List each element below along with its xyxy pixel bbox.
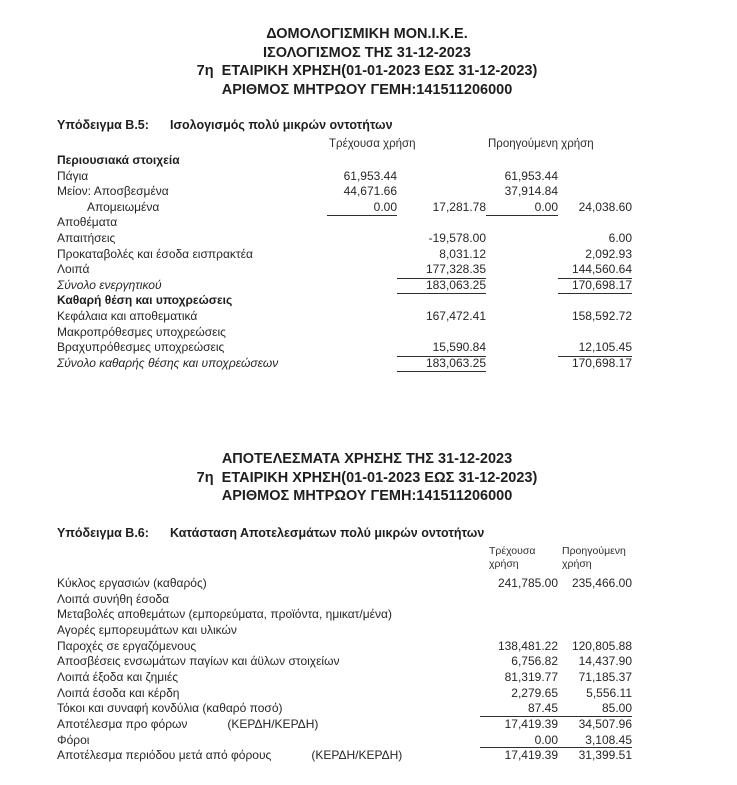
row-value-prev-outer: 170,698.17: [571, 355, 632, 370]
balance-sheet-row: [57, 153, 632, 169]
row-value-current: 241,785.00: [497, 575, 558, 590]
row-label: Καθαρή θέση και υποχρεώσεις: [57, 293, 233, 308]
row-value-previous: 120,805.88: [571, 638, 632, 653]
row-value-cur-outer: 8,031.12: [439, 246, 486, 261]
row-label: Σύνολο καθαρής θέσης και υποχρεώσεων: [57, 355, 279, 370]
row-label: Λοιπά έσοδα και κέρδη: [57, 685, 180, 700]
row-value-cur-inner: [327, 247, 397, 263]
income-statement-row: [57, 576, 632, 592]
row-value-prev-inner: [486, 153, 558, 169]
income-column-headers: [57, 545, 632, 571]
row-value-prev-inner: [486, 231, 558, 247]
row-value-cur-inner: [327, 262, 397, 278]
row-value-cur-inner: [327, 278, 397, 294]
row-label: Αποσβέσεις ενσωμάτων παγίων και άϋλων στοιχείων: [57, 654, 340, 669]
row-label-area: [57, 623, 480, 639]
income-statement-row: [57, 670, 632, 686]
row-values: [480, 654, 632, 670]
income-column-header-current: [480, 545, 558, 571]
row-value-prev-inner: 61,953.44: [504, 168, 558, 183]
row-value-cur-outer: [397, 215, 486, 231]
row-label: Κεφάλαια και αποθεματικά: [57, 308, 198, 323]
balance-sheet-header: [57, 25, 677, 99]
balance-sheet-row: [57, 293, 632, 309]
row-value-previous: 31,399.51: [578, 748, 632, 763]
balance-sheet-row: [57, 325, 632, 341]
row-value-cur-inner: 61,953.44: [343, 168, 397, 183]
row-values: [480, 639, 632, 655]
row-value-cur-outer: 17,281.78: [432, 199, 486, 214]
template-label: Υπόδειγμα Β.6:: [57, 525, 149, 540]
row-label: Πάγια: [57, 168, 89, 183]
row-value-prev-inner: [486, 340, 558, 356]
row-value-prev-inner: [486, 293, 558, 309]
balance-sheet-title: Ισολογισμός πολύ μικρών οντοτήτων: [170, 118, 393, 132]
income-statement-row: [57, 607, 632, 623]
row-value-cur-outer: [397, 293, 486, 309]
row-label: Αποθέματα: [57, 215, 118, 230]
income-statement-row: [57, 639, 632, 655]
row-label: Παροχές σε εργαζόμενους: [57, 638, 197, 653]
row-value-cur-inner: 0.00: [327, 200, 397, 216]
income-statement-section: [57, 525, 632, 764]
row-values: [480, 576, 632, 592]
balance-sheet-row: [57, 340, 632, 356]
row-value-cur-outer: [397, 153, 486, 169]
column-header-current: Τρέχουσα χρήση: [329, 138, 416, 150]
row-label: Λοιπά συνήθη έσοδα: [57, 591, 170, 606]
income-statement-title-line: ΑΠΟΤΕΛΕΣΜΑΤΑ ΧΡΗΣΗΣ ΤΗΣ 31-12-2023: [221, 451, 513, 468]
row-values: [480, 733, 632, 749]
row-value-current: 87.45: [527, 701, 558, 716]
row-value-prev-inner: [486, 215, 558, 231]
template-label: Υπόδειγμα Β.5:: [57, 118, 149, 132]
income-statement-row: [57, 717, 632, 733]
row-value-prev-outer: 170,698.17: [558, 278, 632, 294]
profit-tag: (ΚΕΡΔΗ/ΚΕΡΔΗ): [227, 717, 319, 731]
row-value-current: [480, 607, 558, 623]
row-value-cur-inner: [327, 293, 397, 309]
income-statement-row: [57, 701, 632, 717]
row-value-prev-outer: 144,560.64: [558, 262, 632, 278]
balance-sheet-row: [57, 184, 632, 200]
row-values: [480, 592, 632, 608]
row-value-cur-outer: 177,328.35: [397, 262, 486, 278]
row-value-prev-outer: [558, 184, 632, 200]
row-value-current: 138,481.22: [497, 638, 558, 653]
row-label-area: [57, 717, 480, 733]
row-value-cur-inner: [327, 309, 397, 325]
row-label: Βραχυπρόθεσμες υποχρεώσεις: [57, 340, 225, 355]
row-label-area: [57, 607, 480, 623]
row-value-current: 2,279.65: [511, 685, 558, 700]
row-value-prev-inner: [486, 262, 558, 278]
row-value-prev-outer: [558, 169, 632, 185]
income-column-header-previous: [558, 545, 632, 571]
row-value-previous: 235,466.00: [571, 575, 632, 590]
row-label-area: [57, 670, 480, 686]
registry-number-line: ΑΡΙΘΜΟΣ ΜΗΤΡΩΟΥ ΓΕΜΗ:141511206000: [221, 81, 513, 98]
row-label-area: [57, 592, 480, 608]
row-value-prev-outer: [558, 293, 632, 309]
row-value-cur-outer: [397, 325, 486, 341]
balance-sheet-row: [57, 169, 632, 185]
income-registry-number-line: ΑΡΙΘΜΟΣ ΜΗΤΡΩΟΥ ΓΕΜΗ:141511206000: [221, 488, 513, 505]
balance-sheet-title-row: [57, 117, 632, 134]
row-value-prev-inner: [486, 278, 558, 294]
row-value-prev-outer: [558, 215, 632, 231]
previous-header-line1: Προηγούμενη: [562, 544, 626, 557]
row-value-cur-outer: -19,578.00: [428, 230, 486, 245]
row-label: Αγορές εμπορευμάτων και υλικών: [57, 622, 237, 637]
row-label: Μείον: Αποσβεσμένα: [57, 184, 169, 199]
row-label-area: [57, 654, 480, 670]
row-value-cur-inner: 44,671.66: [343, 184, 397, 199]
row-value-previous: 5,556.11: [586, 685, 632, 700]
row-label: Λοιπά: [57, 262, 90, 277]
row-value-cur-inner: [327, 231, 397, 247]
row-label: Περιουσιακά στοιχεία: [57, 153, 180, 167]
income-statement-row: [57, 686, 632, 702]
statement-title: ΙΣΟΛΟΓΙΣΜΟΣ ΤΗΣ 31-12-2023: [263, 44, 471, 61]
row-label: Προκαταβολές και έσοδα εισπρακτέα: [57, 246, 253, 261]
income-fiscal-year-line: 7η ΕΤΑΙΡΙΚΗ ΧΡΗΣΗ(01-01-2023 ΕΩΣ 31-12-2023): [196, 469, 538, 486]
row-value-cur-inner: [327, 153, 397, 169]
row-label-area: [57, 639, 480, 655]
balance-sheet-column-headers: [57, 136, 632, 152]
row-value-prev-outer: 2,092.93: [585, 246, 632, 261]
row-value-previous: 14,437.90: [578, 654, 632, 669]
profit-tag: (ΚΕΡΔΗ/ΚΕΡΔΗ): [311, 748, 403, 763]
row-label: Φόροι: [57, 732, 90, 747]
row-label-area: [57, 686, 480, 702]
row-value-current: 17,419.39: [504, 717, 558, 731]
row-value-previous: 34,507.96: [578, 717, 632, 731]
row-label: Απαιτήσεις: [57, 230, 116, 245]
row-values: [480, 717, 632, 733]
row-value-current: 81,319.77: [504, 669, 558, 684]
row-values: [480, 623, 632, 639]
balance-sheet-row: [57, 247, 632, 263]
row-values: [480, 748, 632, 764]
income-statement-title-row: [57, 525, 632, 542]
row-value-cur-outer: 167,472.41: [425, 308, 486, 323]
balance-sheet-rows: [57, 153, 632, 371]
income-statement-rows: [57, 576, 632, 764]
row-value-prev-outer: 158,592.72: [571, 308, 632, 323]
current-header-line2: χρήση: [489, 557, 519, 570]
row-value-cur-inner: [327, 356, 397, 372]
column-header-previous: Προηγούμενη χρήση: [488, 138, 594, 150]
row-values: [480, 670, 632, 686]
balance-sheet-row: [57, 309, 632, 325]
fiscal-year-line: 7η ΕΤΑΙΡΙΚΗ ΧΡΗΣΗ(01-01-2023 ΕΩΣ 31-12-2023): [196, 63, 538, 79]
row-value-cur-outer: 183,063.25: [397, 278, 486, 294]
row-value-prev-outer: 24,038.60: [578, 199, 632, 214]
row-value-prev-inner: 37,914.84: [504, 184, 558, 199]
row-value-prev-inner: [486, 309, 558, 325]
row-value-prev-inner: [486, 325, 558, 341]
row-values: [480, 701, 632, 717]
balance-sheet-row: [57, 200, 632, 216]
row-value-cur-outer: 183,063.25: [397, 356, 486, 372]
row-value-current: [480, 623, 558, 639]
row-value-previous: [558, 592, 632, 608]
current-header-line1: Τρέχουσα: [489, 544, 536, 557]
row-label: Σύνολο ενεργητικού: [57, 277, 162, 292]
row-value-previous: 3,108.45: [585, 732, 632, 747]
company-name: ΔΟΜΟΛΟΓΙΣΜΙΚΗ ΜΟΝ.Ι.Κ.Ε.: [266, 26, 468, 42]
row-value-previous: 85.00: [601, 701, 632, 716]
row-value-current: 0.00: [534, 732, 558, 747]
income-statement-row: [57, 592, 632, 608]
row-value-cur-outer: 15,590.84: [397, 340, 486, 356]
income-statement-title: Κατάσταση Αποτελεσμάτων πολύ μικρών οντοτήτων: [170, 525, 485, 540]
row-label: Αποτέλεσμα προ φόρων: [57, 717, 188, 731]
row-value-cur-inner: [327, 215, 397, 231]
row-value-prev-inner: 0.00: [486, 200, 558, 216]
row-label: Μακροπρόθεσμες υποχρεώσεις: [57, 324, 226, 339]
row-label-area: [57, 701, 480, 717]
balance-sheet-section: [57, 117, 632, 371]
row-value-cur-outer: [397, 169, 486, 185]
row-value-previous: 71,185.37: [578, 669, 632, 684]
row-label-area: [57, 748, 480, 764]
row-value-current: 6,756.82: [511, 654, 558, 669]
balance-sheet-row: [57, 278, 632, 294]
row-label: Λοιπά έξοδα και ζημιές: [57, 669, 179, 684]
income-statement-row: [57, 733, 632, 749]
row-label: Τόκοι και συναφή κονδύλια (καθαρό ποσό): [57, 701, 283, 716]
row-label-area: [57, 576, 480, 592]
row-label: Μεταβολές αποθεμάτων (εμπορεύματα, προϊόντα, ημικατ/μένα): [57, 607, 392, 622]
row-value-prev-outer: 12,105.45: [558, 340, 632, 356]
income-statement-header: [57, 450, 677, 506]
row-label: Απομειωμένα: [87, 199, 160, 214]
income-statement-row: [57, 748, 632, 764]
row-value-cur-outer: [397, 184, 486, 200]
row-label-area: [57, 733, 480, 749]
row-value-previous: [558, 607, 632, 623]
row-value-previous: [558, 623, 632, 639]
row-label: Κύκλος εργασιών (καθαρός): [57, 575, 207, 590]
row-values: [480, 686, 632, 702]
row-values: [480, 607, 632, 623]
row-label: Αποτέλεσμα περιόδου μετά από φόρους: [57, 748, 272, 763]
previous-header-line2: χρήση: [562, 557, 592, 570]
row-value-prev-outer: 6.00: [608, 230, 632, 245]
income-statement-row: [57, 654, 632, 670]
income-statement-row: [57, 623, 632, 639]
row-value-prev-inner: [486, 356, 558, 372]
row-value-prev-outer: [558, 153, 632, 169]
balance-sheet-row: [57, 231, 632, 247]
balance-sheet-row: [57, 262, 632, 278]
row-value-current: [480, 592, 558, 608]
row-value-cur-inner: [327, 340, 397, 356]
balance-sheet-row: [57, 356, 632, 372]
row-value-prev-outer: [558, 325, 632, 341]
row-value-cur-inner: [327, 325, 397, 341]
row-value-prev-inner: [486, 247, 558, 263]
balance-sheet-row: [57, 215, 632, 231]
row-value-current: 17,419.39: [504, 748, 558, 763]
